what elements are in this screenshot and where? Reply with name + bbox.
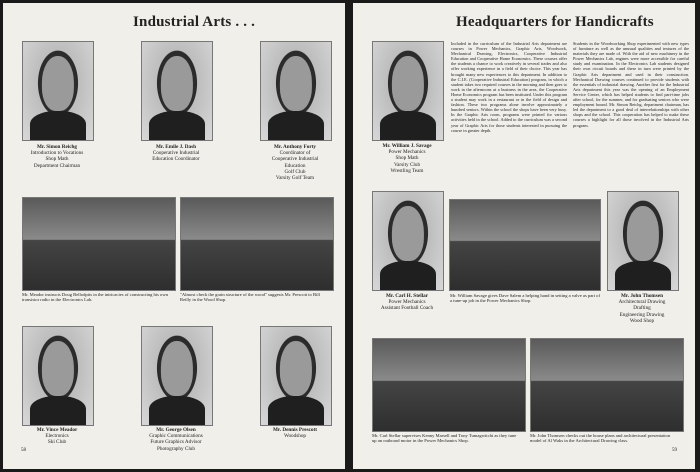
portrait-reichg [22,41,94,141]
portrait-olsen [141,326,213,426]
portrait-savage [372,41,444,141]
right-page [353,3,695,469]
caption-architectural-drawing: Mr. John Thomsen checks out the house plans and architectural presentation model of Al Waks in the Architectural Drawing class. [530,433,671,444]
portrait-dash [141,41,213,141]
left-page-title: Industrial Arts . . . [133,14,256,30]
caption-wood-shop: "Almost check the grain structure of the wood" suggests Mr. Prescott to Bill Reilly in the Wood Shop. [180,292,320,303]
photo-power-mechanics [449,199,601,291]
article-column-2: Students in the Woodworking Shop experimented with new types of furniture as well as the unusual qualities and textures of the materials they are made of. With the aid of new machinery in the Power Mechanics Lab, engines were more accessible for careful study and examination. In the Electronics Lab students designed their own circuit boards and these in turn were printed by the Graphic Arts department and used in their construction. Mechanical Drawing courses continued to provide students with the essentials of industrial drawing. Another first for the Industrial Arts department this year was the opening of an Employment Service Center, which has helped students to find part-time jobs after school, for the summer, and for graduating seniors who were employment bound. Mr. Simon Reichg, department chairman, has led the department to a good deal of interrelationships with other shops and the school. This cooperation has helped to make these courses a highlight for all those involved in the Industrial Arts program. [573,41,689,128]
portrait-meador [22,326,94,426]
caption-forty: Mr. Anthony Forty Coordinator of Cooperative Industrial Education Golf Club Varsity Golf Team [271,144,319,182]
portrait-forty [260,41,332,141]
caption-stellar: Mr. Carl H. Stellar Power Mechanics Assistant Football Coach [380,293,434,312]
caption-dash: Mr. Emile J. Dash Cooperative Industrial Education Coordinator [152,144,200,163]
page-number-left: 58 [21,448,26,453]
caption-outboard-motor: Mr. Carl Stellar supervises Kenny Marsell and Tony Tumagwitchi as they tune up an outboard motor in the Power Mechanics Shop. [372,433,517,444]
caption-meador: Mr. Vince Meador Electronics Ski Club [36,427,78,446]
caption-thomsen: Mr. John Thomsen Architectural Drawing Drafting Engineering Drawing Wood Shop [618,293,666,324]
photo-architectural-drawing [530,338,684,432]
caption-electronics-lab: Mr. Meador instructs Doug Bellodpits in the intricacies of constructing his own transistor radio in the Electronics Lab. [22,292,168,303]
caption-prescott: Mr. Dennis Prescott Woodshop [273,427,317,440]
caption-olsen: Mr. George Olsen Graphic Communications Future Graphics Advisor Photography Club [149,427,203,452]
portrait-thomsen [607,191,679,291]
right-page-title: Headquarters for Handicrafts [456,14,654,30]
caption-reichg: Mr. Simon Reichg Introduction to Vocations Shop Math Department Chairman [30,144,84,169]
article-column-1: Included in the curriculum of the Industrial Arts department are courses in Power Mechanics, Graphic Arts, Woodwork, Mechanical Drawing, Electronics, Cooperative Industrial Education and Cooperative Home Economics. These courses offer the students a chance to work creatively in several trades and also offer working experience in a field of their choice. This year has brought many new experiences to this department. In addition to the C.I.E. (Cooperative Industrial Education) program, in which a student takes two required courses in the morning and then goes to work in the afternoons at a business in the area, the Cooperative Home Economics program has been instituted. Under this program a student may work in a restaurant or in the field of design and fashion. These two programs alone involve approximately a hundred seniors. Within the school the shops have been very busy. In the Graphic Arts room, programs were printed for various activities held in the school. Added to the curriculum was a second year of Graphic Arts for those students interested in pursuing the course in greater depth. [451,41,567,133]
photo-wood-shop [180,197,334,291]
photo-electronics-lab [22,197,176,291]
caption-power-mechanics: Mr. William Savage gives Dave Salem a helping hand in setting a valve as part of a tune-up job in the Power Mechanics Shop. [450,293,601,304]
left-page [3,3,345,469]
portrait-stellar [372,191,444,291]
portrait-prescott [260,326,332,426]
photo-outboard-motor [372,338,526,432]
caption-savage: Mr. William J. Savage Power Mechanics Shop Math Varsity Club Wrestling Team [382,143,432,174]
page-number-right: 59 [672,448,677,453]
